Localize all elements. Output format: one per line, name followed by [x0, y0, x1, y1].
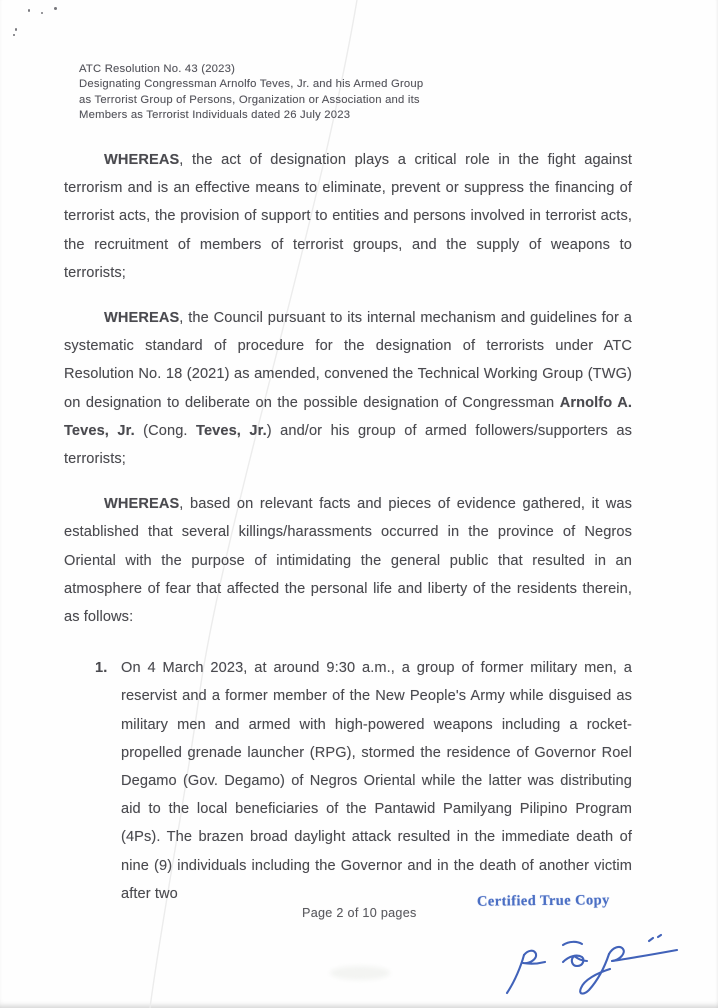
- resolution-subject-line-2: as Terrorist Group of Persons, Organization or Association and its: [79, 93, 420, 106]
- paragraph-2-text-c: ) and/or his group of armed followers/supporters as terrorists;: [64, 422, 632, 468]
- whereas-lead-2: WHEREAS: [104, 310, 180, 327]
- resolution-subject-line-3: Members as Terrorist Individuals dated 26 July 2023: [79, 109, 351, 122]
- handwritten-signature: [497, 933, 687, 1003]
- paragraph-1-text: , the act of designation plays a critical role in the fight against terrorism and is an effective means to eliminate, prevent or suppress the financing of terrorist acts, the provision of support to entities and persons involved in terrorist acts, the recruitment of members of terrorist groups, and the supply of weapons to terrorists;: [64, 152, 632, 281]
- whereas-paragraph-2: [64, 304, 632, 473]
- congressman-name-bold: Arnolfo A. Teves, Jr.: [64, 394, 632, 439]
- certified-true-copy-stamp: Certified True Copy: [476, 892, 610, 910]
- whereas-lead-1: WHEREAS: [104, 152, 180, 168]
- scan-smudge: [330, 966, 390, 980]
- ink-speck: [28, 9, 30, 12]
- whereas-lead-3: WHEREAS: [104, 496, 180, 513]
- ink-speck: [15, 28, 17, 31]
- whereas-paragraph-1: [64, 146, 632, 287]
- item-1-number: 1.: [95, 660, 108, 677]
- resolution-header: [79, 62, 509, 124]
- congressman-alias-bold: Teves, Jr.: [196, 422, 267, 439]
- ink-speck: [41, 12, 43, 14]
- document-body: [64, 146, 632, 908]
- enumerated-item-1: [64, 654, 632, 908]
- resolution-number: ATC Resolution No. 43 (2023): [79, 63, 236, 75]
- paragraph-2-text-b: (Cong.: [134, 422, 197, 439]
- paragraph-2-text-a: , the Council pursuant to its internal mechanism and guidelines for a systematic standard of procedure for the designation of terrorists under ATC Resolution No. 18 (2021) as amended, convened the Technical Working Group (TWG) on designation to deliberate on the possible designation of Congressman: [64, 310, 632, 411]
- whereas-paragraph-3: [64, 490, 632, 631]
- page-number-label: Page 2 of 10 pages: [302, 906, 417, 920]
- ink-speck: [54, 7, 57, 10]
- resolution-subject-line-1: Designating Congressman Arnolfo Teves, Jr. and his Armed Group: [79, 78, 424, 91]
- item-1-text: On 4 March 2023, at around 9:30 a.m., a group of former military men, a reservist and a former member of the New People's Army while disguised as military men and armed with high-powered weapons including a rocket-propelled grenade launcher (RPG), stormed the residence of Governor Roel Degamo (Gov. Degamo) of Negros Oriental while the latter was distributing aid to the local beneficiaries of the Pantawid Pamilyang Pilipino Program (4Ps). The brazen broad daylight attack resulted in the immediate death of nine (9) individuals including the Governor and in the death of another victim after two: [121, 660, 632, 902]
- ink-speck: [13, 34, 15, 36]
- paragraph-3-text: , based on relevant facts and pieces of evidence gathered, it was established that several killings/harassments occurred in the province of Negros Oriental with the purpose of intimidating the general public that resulted in an atmosphere of fear that affected the personal life and liberty of the residents therein, as follows:: [64, 496, 632, 626]
